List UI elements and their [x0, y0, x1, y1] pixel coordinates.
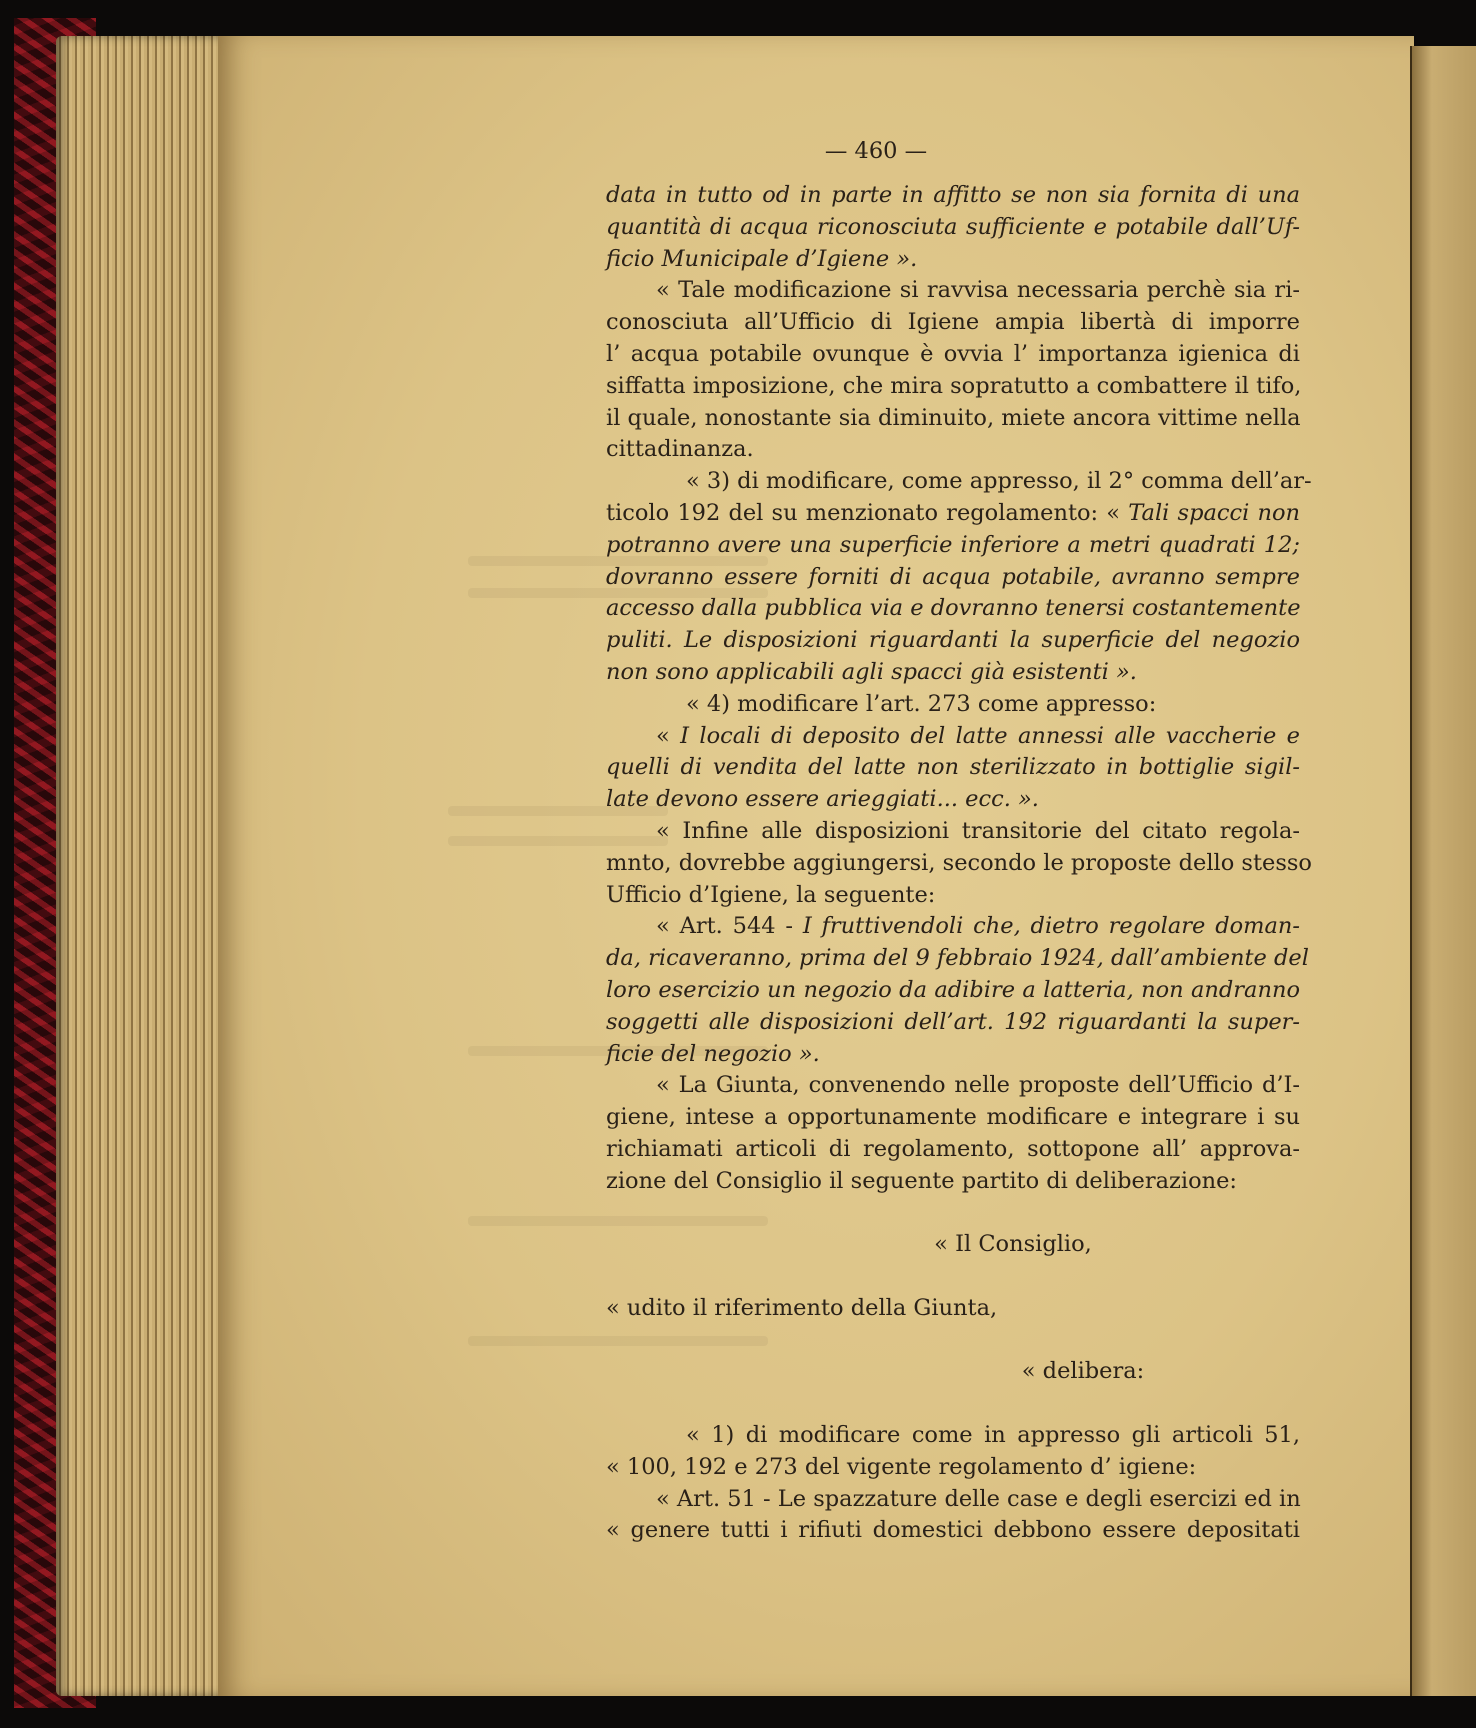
text-line: « Tale modificazione si ravvisa necessaria perchè sia ri-	[656, 277, 1300, 304]
text-line: da, ricaveranno, prima del 9 febbraio 1924, dall’ambiente del	[606, 945, 1309, 972]
text-line: accesso dalla pubblica via e dovranno tenersi costantemente	[606, 595, 1301, 622]
facing-page-edge	[1410, 46, 1476, 1696]
text-line: dovranno essere forniti di acqua potabile, avranno sempre	[606, 563, 1300, 590]
paragraph-lines	[606, 180, 1312, 1198]
text-line: cittadinanza.	[606, 436, 754, 463]
text-line: il quale, nonostante sia diminuito, miete ancora vittime nella	[606, 404, 1301, 431]
text-line: ticolo 192 del su menzionato regolamento: « Tali spacci non	[606, 499, 1300, 526]
resolution-line: « 1) di modificare come in appresso gli articoli 51,	[686, 1422, 1300, 1449]
text-line: ficio Municipale d’Igiene ».	[606, 245, 918, 272]
resolution-heading: « Il Consiglio,	[934, 1231, 1092, 1258]
text-line: mnto, dovrebbe aggiungersi, secondo le proposte dello stesso	[606, 849, 1312, 876]
text-line: « I locali di deposito del latte annessi alle vaccherie e	[656, 722, 1300, 749]
text-line: ficie del negozio ».	[606, 1040, 820, 1067]
text-line: late devono essere arieggiati... ecc. ».	[606, 786, 1039, 813]
text-line: « Art. 544 - I fruttivendoli che, dietro regolare doman-	[656, 913, 1300, 940]
text-line: conosciuta all’Ufficio di Igiene ampia libertà di imporre	[606, 309, 1300, 336]
text-line: giene, intese a opportunamente modificare e integrare i su	[606, 1104, 1300, 1131]
page-body-text	[606, 180, 1312, 1547]
text-line: soggetti alle disposizioni dell’art. 192 riguardanti la super-	[606, 1008, 1300, 1035]
text-line: « 3) di modificare, come appresso, il 2° comma dell’ar-	[686, 468, 1312, 495]
text-line: « Infine alle disposizioni transitorie del citato regola-	[656, 817, 1300, 844]
resolution-line: « genere tutti i rifiuti domestici debbono essere depositati	[606, 1517, 1300, 1544]
text-line: « 4) modificare l’art. 273 come appresso:	[686, 690, 1157, 717]
text-line: non sono applicabili agli spacci già esistenti ».	[606, 658, 1137, 685]
text-line: quelli di vendita del latte non sterilizzato in bottiglie sigil-	[606, 754, 1300, 781]
text-line: siffatta imposizione, che mira sopratutto a combattere il tifo,	[606, 372, 1302, 399]
text-line: data in tutto od in parte in affitto se non sia fornita di una	[606, 182, 1300, 208]
page-number: — 460 —	[824, 138, 928, 164]
text-line: richiamati articoli di regolamento, sottopone all’ approva-	[606, 1135, 1300, 1162]
resolution-udito: « udito il riferimento della Giunta,	[606, 1294, 998, 1321]
text-line: l’ acqua potabile ovunque è ovvia l’ importanza igienica di	[606, 340, 1300, 367]
text-line: « La Giunta, convenendo nelle proposte dell’Ufficio d’I-	[656, 1072, 1300, 1099]
text-line: Ufficio d’Igiene, la seguente:	[606, 881, 936, 908]
text-line: zione del Consiglio il seguente partito di deliberazione:	[606, 1167, 1238, 1194]
resolution-line: « 100, 192 e 273 del vigente regolamento d’ igiene:	[606, 1453, 1197, 1480]
resolution-line: « Art. 51 - Le spazzature delle case e degli esercizi ed in	[656, 1485, 1301, 1512]
page-stack-edges	[56, 36, 226, 1696]
text-line: puliti. Le disposizioni riguardanti la superficie del negozio	[606, 627, 1300, 654]
text-line: loro esercizio un negozio da adibire a latteria, non andranno	[606, 976, 1300, 1003]
resolution-delibera: « delibera:	[1021, 1358, 1145, 1385]
text-line: quantità di acqua riconosciuta sufficiente e potabile dall’Uf-	[606, 213, 1300, 240]
text-line: potranno avere una superficie inferiore a metri quadrati 12;	[606, 531, 1300, 558]
